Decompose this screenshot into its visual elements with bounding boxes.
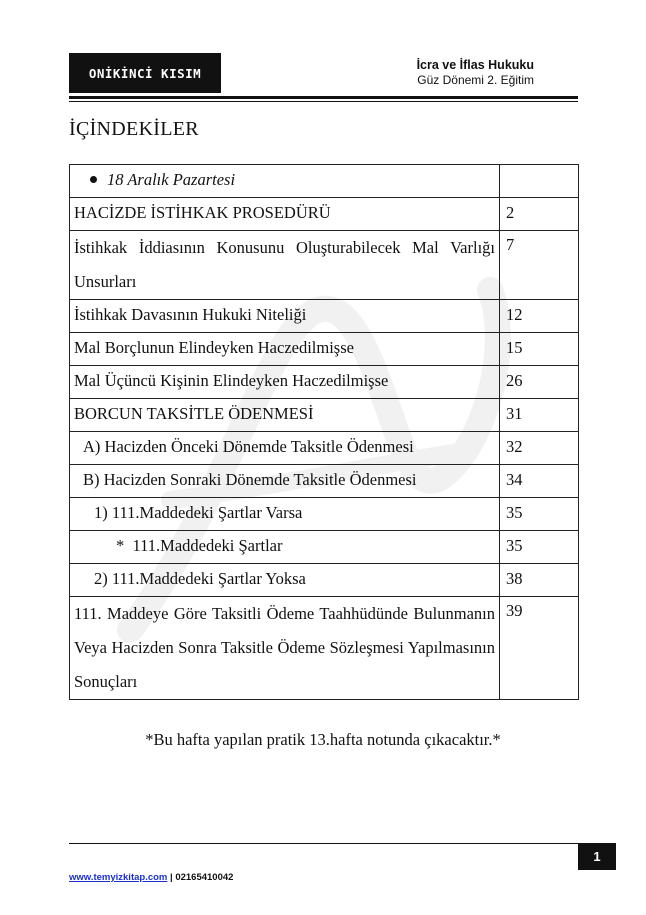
toc-entry-page: 34: [500, 465, 579, 498]
toc-page-cell-empty: [500, 165, 579, 198]
toc-row: [70, 300, 579, 333]
toc-entry-page: 35: [500, 531, 579, 564]
toc-row: [70, 231, 579, 300]
toc-entry-page: 15: [500, 333, 579, 366]
toc-entry-text: HACİZDE İSTİHKAK PROSEDÜRÜ: [70, 198, 500, 231]
toc-row: [70, 432, 579, 465]
footer-rule: [69, 843, 578, 844]
section-label: ONİKİNCİ KISIM: [88, 65, 202, 81]
toc-entry-page: 7: [500, 231, 579, 300]
toc-entry-page: 12: [500, 300, 579, 333]
course-title: İcra ve İflas Hukuku: [416, 58, 534, 72]
toc-entry-text: BORCUN TAKSİTLE ÖDENMESİ: [70, 399, 500, 432]
footer-contact: [69, 872, 233, 883]
toc-table: [69, 164, 579, 700]
toc-entry-text: 2) 111.Maddedeki Şartlar Yoksa: [70, 564, 500, 597]
toc-entry-text: 111. Maddeye Göre Taksitli Ödeme Taahhüdünde Bulunmanın Veya Hacizden Sonra Taksitle Ödeme Sözleşmesi Yapılmasının Sonuçları: [70, 597, 500, 700]
toc-entry-page: 2: [500, 198, 579, 231]
toc-row: [70, 564, 579, 597]
header-rule-thin: [69, 101, 578, 102]
phone-number: 02165410042: [175, 872, 234, 883]
toc-entry-page: 31: [500, 399, 579, 432]
toc-entry-text: İstihkak İddiasının Konusunu Oluşturabilecek Mal Varlığı Unsurları: [70, 231, 500, 300]
toc-entry-text: B) Hacizden Sonraki Dönemde Taksitle Ödenmesi: [70, 465, 500, 498]
term-label: Güz Dönemi 2. Eğitim: [417, 73, 534, 87]
section-label-badge: [69, 53, 221, 93]
toc-entry-text: 1) 111.Maddedeki Şartlar Varsa: [70, 498, 500, 531]
toc-row: [70, 198, 579, 231]
toc-entry-text: İstihkak Davasının Hukuki Niteliği: [70, 300, 500, 333]
page-number-badge: [578, 843, 616, 870]
toc-row: [70, 498, 579, 531]
toc-entry-page: 26: [500, 366, 579, 399]
header-rule-thick: [69, 96, 578, 99]
toc-entry-page: 32: [500, 432, 579, 465]
toc-entry-page: 35: [500, 498, 579, 531]
page-number: 1: [593, 849, 601, 864]
toc-row: [70, 465, 579, 498]
toc-title: İÇİNDEKİLER: [69, 118, 199, 140]
toc-row: [70, 333, 579, 366]
toc-row: [70, 597, 579, 700]
toc-date-cell: [70, 165, 500, 198]
toc-row: [70, 399, 579, 432]
bullet-icon: [90, 176, 97, 183]
toc-date-text: 18 Aralık Pazartesi: [107, 170, 236, 189]
header-course-info: [417, 58, 534, 88]
footer-separator: |: [170, 872, 173, 883]
toc-row: [70, 366, 579, 399]
website-link[interactable]: www.temyizkitap.com: [69, 872, 168, 883]
toc-entry-text: A) Hacizden Önceki Dönemde Taksitle Ödenmesi: [70, 432, 500, 465]
toc-entry-page: 39: [500, 597, 579, 700]
footnote-text: *Bu hafta yapılan pratik 13.hafta notunda çıkacaktır.*: [145, 730, 501, 749]
toc-row: [70, 531, 579, 564]
toc-entry-text: * 111.Maddedeki Şartlar: [70, 531, 500, 564]
toc-entry-text: Mal Üçüncü Kişinin Elindeyken Haczedilmişse: [70, 366, 500, 399]
toc-entry-page: 38: [500, 564, 579, 597]
toc-row-date: [70, 165, 579, 198]
toc-entry-text: Mal Borçlunun Elindeyken Haczedilmişse: [70, 333, 500, 366]
